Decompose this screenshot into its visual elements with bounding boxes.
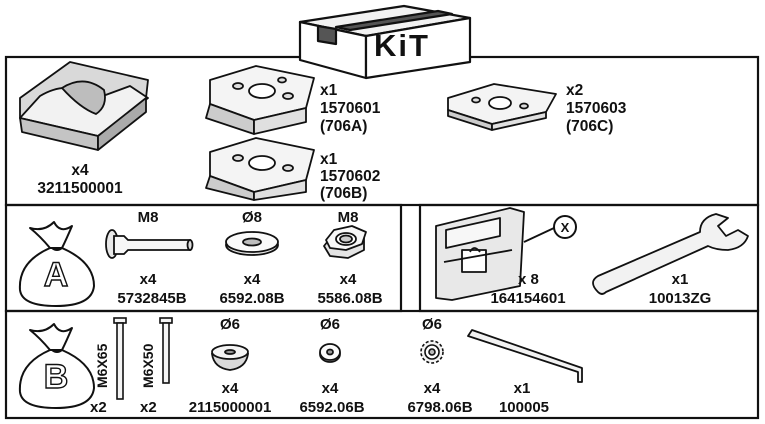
washer-6-icon	[320, 344, 340, 362]
screw-m6x50-icon	[160, 318, 172, 383]
screw-m6x50-size: M6X50	[140, 343, 156, 388]
pad-706a-code: 1570601	[320, 100, 381, 117]
clip-callout-mark: X	[560, 220, 570, 235]
bolt-qty: x4	[139, 271, 157, 288]
foot-qty: x4	[71, 162, 89, 179]
washer-6-qty: x4	[321, 380, 339, 397]
washer-8-size: Ø8	[241, 209, 263, 226]
washer-8-code: 6592.08B	[219, 290, 285, 307]
nut-size: M8	[337, 209, 359, 226]
wrench-icon	[593, 214, 748, 294]
bolt-code: 5732845B	[117, 290, 187, 307]
wrench-qty: x1	[671, 271, 689, 288]
screw-m6x50-qty: x2	[140, 399, 157, 416]
allen-key-code: 100005	[498, 399, 550, 416]
pad-706c-icon	[448, 84, 556, 130]
clip-qty: x 8	[518, 271, 539, 288]
cap-size: Ø6	[219, 316, 241, 333]
lock-washer-qty: x4	[423, 380, 441, 397]
pad-706a-icon	[206, 66, 314, 134]
lock-washer-code: 6798.06B	[407, 399, 473, 416]
washer-8-icon	[226, 232, 278, 255]
cap-qty: x4	[221, 380, 239, 397]
allen-key-qty: x1	[513, 380, 531, 397]
pad-706b-qty: x1	[320, 151, 338, 168]
clip-code: 164154601	[490, 290, 566, 307]
nut-code: 5586.08B	[317, 290, 383, 307]
bolt-size: M8	[137, 209, 159, 226]
screw-m6x65-qty: x2	[90, 399, 107, 416]
pad-706a-ref: (706A)	[320, 118, 368, 135]
screw-m6x65-icon	[114, 318, 126, 399]
cap-6-icon	[212, 345, 248, 370]
foot-code: 3211500001	[37, 180, 123, 197]
washer-6-size: Ø6	[319, 316, 341, 333]
pad-706c-qty: x2	[566, 82, 584, 99]
pad-706b-ref: (706B)	[320, 185, 368, 202]
pad-706a-qty: x1	[320, 82, 338, 99]
pad-706c-code: 1570603	[566, 100, 627, 117]
bolt-m8-icon	[106, 230, 193, 258]
foot-block-icon	[20, 62, 148, 150]
allen-key-icon	[468, 330, 582, 382]
bag-b-letter: B	[43, 358, 69, 396]
pad-706b-code: 1570602	[320, 168, 381, 185]
cap-code: 2115000001	[188, 399, 272, 416]
lock-washer-6-icon	[421, 341, 443, 363]
lock-washer-size: Ø6	[421, 316, 443, 333]
kit-label: KiT	[374, 28, 430, 63]
washer-6-code: 6592.06B	[299, 399, 365, 416]
pad-706c-ref: (706C)	[566, 118, 614, 135]
bag-a-letter: A	[43, 256, 69, 294]
nut-qty: x4	[339, 271, 357, 288]
washer-8-qty: x4	[243, 271, 261, 288]
nut-m8-icon	[324, 226, 366, 258]
wrench-code: 10013ZG	[648, 290, 712, 307]
pad-706b-icon	[206, 138, 314, 200]
screw-m6x65-size: M6X65	[94, 343, 110, 388]
